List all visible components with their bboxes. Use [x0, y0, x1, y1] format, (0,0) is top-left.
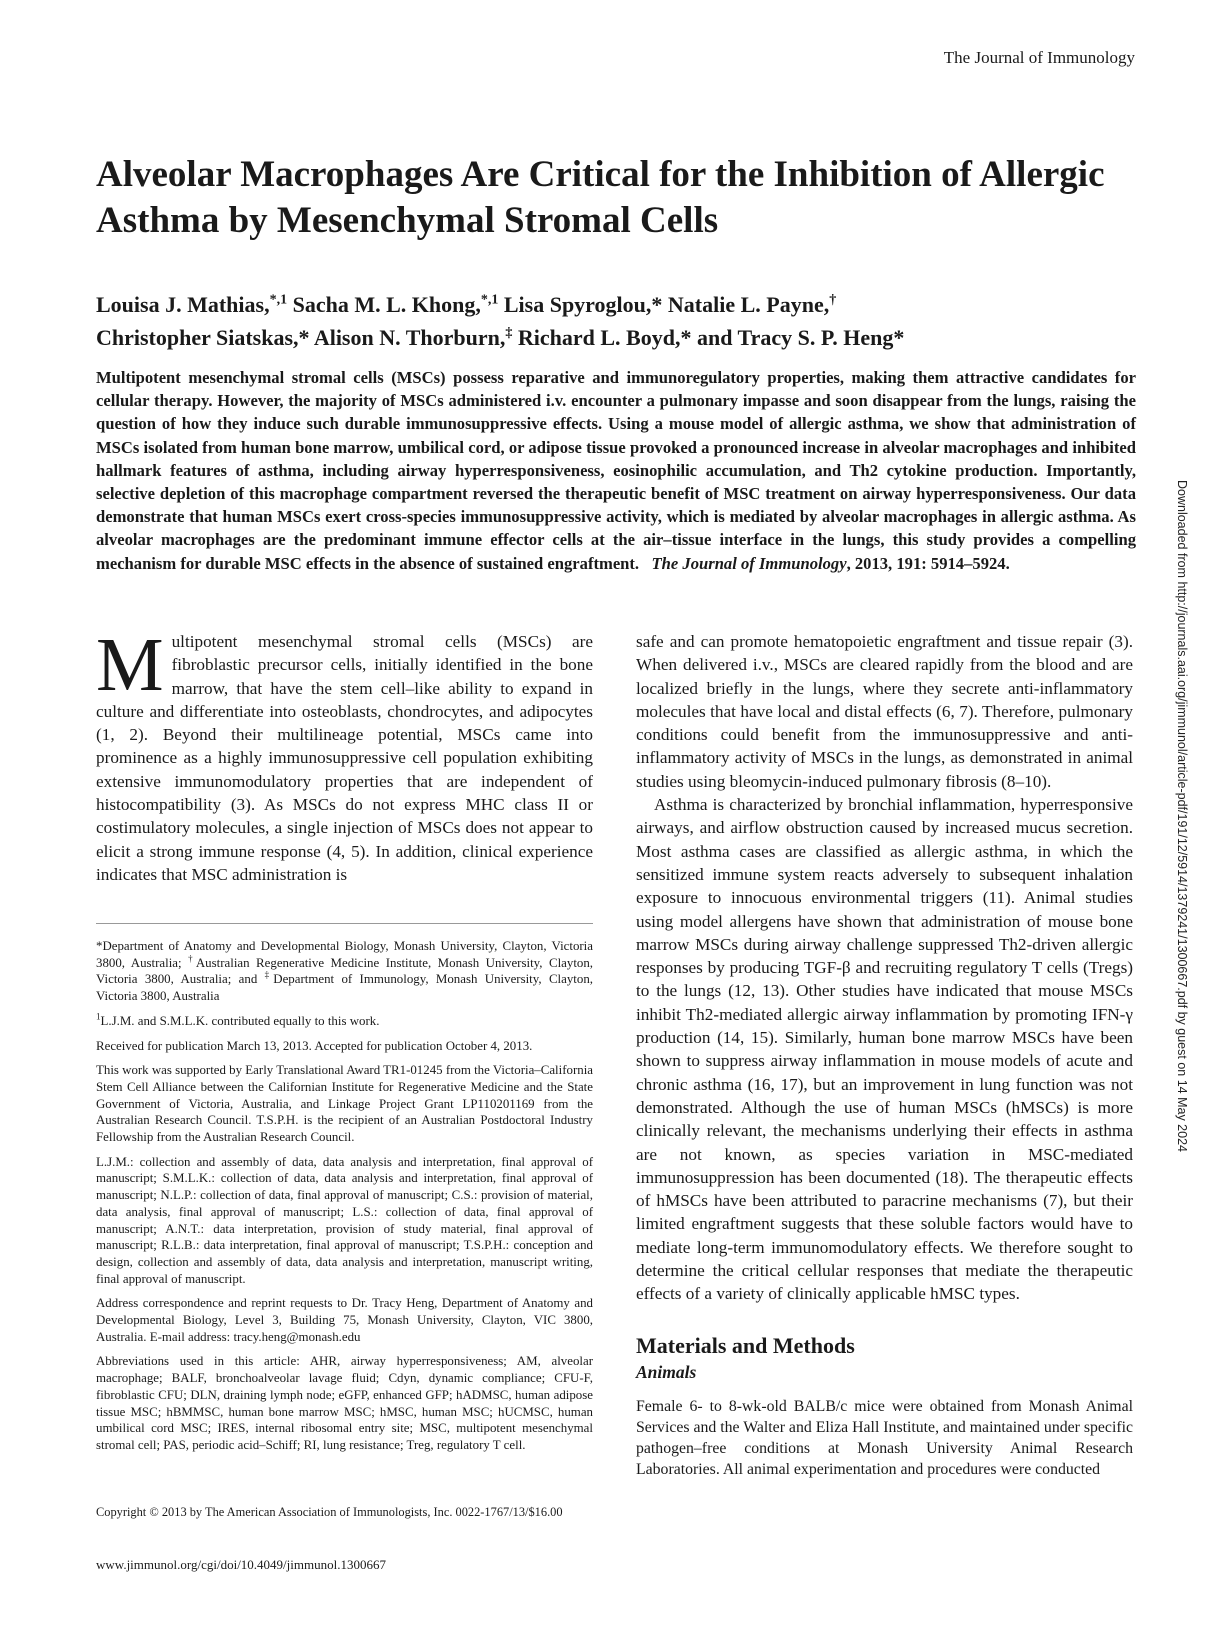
article-title: Alveolar Macrophages Are Critical for the Inhibition of Allergic Asthma by Mesenchymal Stromal Cells — [96, 154, 1105, 241]
journal-header: The Journal of Immunology — [943, 48, 1135, 67]
footnotes — [96, 938, 593, 1462]
intro-paragraph — [96, 623, 593, 886]
subsection-heading: Animals — [636, 1361, 697, 1382]
author-name: Christopher Siatskas,* — [96, 325, 310, 350]
footnote-divider — [96, 923, 593, 924]
body-column-right — [636, 630, 1133, 1480]
footnote-funding: This work was supported by Early Translational Award TR1-01245 from the Victoria–California Stem Cell Alliance between the Californian Institute for Regenerative Medicine and the State Government of Victoria, Australia, and Linkage Project Grant LP110201169 from the Australian Research Council. T.S.P.H. is the recipient of an Australian Postdoctoral Industry Fellowship from the Australian Research Council. — [96, 1063, 593, 1145]
author-name: Alison N. Thorburn, — [309, 325, 506, 350]
author-mark: ‡ — [505, 325, 513, 341]
section-heading: Materials and Methods — [636, 1332, 855, 1358]
author-name: Lisa Spyroglou,* — [498, 292, 663, 317]
doi-link[interactable]: www.jimmunol.org/cgi/doi/10.4049/jimmunol.1300667 — [96, 1557, 386, 1572]
author-name: Richard L. Boyd,* and Tracy S. P. Heng* — [512, 325, 905, 350]
abstract-citation-details: , 2013, 191: 5914–5924. — [846, 553, 1010, 573]
footnote-author-contributions: L.J.M.: collection and assembly of data, data analysis and interpretation, final approval of manuscript; S.M.L.K.: collection of data, data analysis and interpretation, final approval of manuscript; N.L.P.: collection of data, final approval of manuscript; C.S.: provision of material, data analysis, final approval of manuscript; L.S.: collection of data, final approval of manuscript; A.N.T.: data interpretation, provision of study material, final approval of manuscript; R.L.B.: data interpretation, final approval of manuscript; T.S.P.H.: conception and design, collection and assembly of data, data analysis and interpretation, manuscript writing, final approval of manuscript. — [96, 1154, 593, 1286]
affiliation-mark: ‡ — [264, 970, 274, 981]
download-watermark: Downloaded from http://journals.aai.org/jimmunol/article-pdf/191/12/5914/1379241/1300667.pdf by guest on 14 May 2024 — [1175, 480, 1189, 1152]
body-paragraph: Asthma is characterized by bronchial inflammation, hyperresponsive airways, and airflow obstruction caused by increased mucus secretion. Most asthma cases are classified as allergic asthma, in which the sensitized immune system reacts adversely to subsequent inhalation exposure to innocuous environmental triggers (11). Animal studies using model allergens have shown that administration of mouse bone marrow MSCs during airway challenge suppressed Th2-driven allergic responses by producing TGF-β and recruiting regulatory T cells (Tregs) to the lungs (12, 13). Other studies have indicated that mouse MSCs inhibit Th2-mediated allergic airway inflammation by promoting IFN-γ production (14, 15). Similarly, human bone marrow MSCs have been shown to suppress airway inflammation in mouse models of acute and chronic asthma (16, 17), but an improvement in lung function was not demonstrated. Although the use of human MSCs (hMSCs) is more clinically relevant, the mechanisms underlying their effects in asthma are not known, as species variation in MSC-mediated immunosuppression has been documented (18). The therapeutic effects of hMSCs have been attributed to paracrine mechanisms (7), but their limited engraftment suggests that these soluble factors would have to mediate long-term immunomodulatory effects. We therefore sought to determine the critical cellular responses that mediate the therapeutic effects of a variety of clinically applicable hMSC types. — [636, 795, 1133, 1304]
body-column-left — [96, 623, 593, 886]
abstract — [96, 366, 1136, 575]
intro-text: ultipotent mesenchymal stromal cells (MSCs) are fibroblastic precursor cells, initially identified in the bone marrow, that have the stem cell–like ability to expand in culture and differentiate into osteoblasts, chondrocytes, and adipocytes (1, 2). Beyond their multilineage potential, MSCs came into prominence as a highly immunosuppressive cell population exhibiting extensive immunomodulatory properties that are independent of histocompatibility (3). As MSCs do not express MHC class II or costimulatory molecules, a single injection of MSCs does not appear to elicit a strong immune response (4, 5). In addition, clinical experience indicates that MSC administration is — [96, 632, 593, 884]
author-mark: † — [829, 292, 837, 308]
affiliation-mark: † — [188, 953, 196, 964]
author-mark: *,1 — [269, 292, 288, 308]
footnote-address: Address correspondence and reprint requests to Dr. Tracy Heng, Department of Anatomy and Developmental Biology, Level 3, Building 75, Monash University, Clayton, VIC 3800, Australia. E-mail address: tracy.heng@monash.edu — [96, 1296, 593, 1344]
abstract-citation-journal: The Journal of Immunology — [651, 553, 847, 573]
methods-paragraph: Female 6- to 8-wk-old BALB/c mice were obtained from Monash Animal Services and the Walter and Eliza Hall Institute, and maintained under specific pathogen–free conditions at Monash University Animal Research Laboratories. All animal experimentation and procedures were conducted — [636, 1397, 1133, 1478]
author-line-1 — [96, 288, 1126, 321]
body-paragraph: safe and can promote hematopoietic engraftment and tissue repair (3). When delivered i.v., MSCs are cleared rapidly from the blood and are localized briefly in the lungs, where they secrete anti-inflammatory molecules that have local and distal effects (6, 7). Therefore, pulmonary conditions could benefit from the immunosuppressive and anti-inflammatory activity of MSCs in the lungs, as demonstrated in animal studies using bleomycin-induced pulmonary fibrosis (8–10). — [636, 632, 1133, 791]
contribution-mark: 1 — [96, 1011, 101, 1022]
author-name: Natalie L. Payne, — [662, 292, 830, 317]
abstract-text: Multipotent mesenchymal stromal cells (MSCs) possess reparative and immunoregulatory properties, making them attractive candidates for cellular therapy. However, the majority of MSCs administered i.v. encounter a pulmonary impasse and soon disappear from the lungs, raising the question of how they induce such durable immunosuppressive effects. Using a mouse model of allergic asthma, we show that administration of MSCs isolated from human bone marrow, umbilical cord, or adipose tissue provoked a pronounced increase in alveolar macrophages and inhibited hallmark features of asthma, including airway hyperresponsiveness, eosinophilic accumulation, and Th2 cytokine production. Importantly, selective depletion of this macrophage compartment reversed the therapeutic benefit of MSC treatment on airway hyperresponsiveness. Our data demonstrate that human MSCs exert cross-species immunosuppressive activity, which is mediated by alveolar macrophages in allergic asthma. As alveolar macrophages are the predominant immune effector cells at the air–tissue interface in the lungs, this study provides a compelling mechanism for durable MSC effects in the absence of sustained engraftment. — [96, 368, 1136, 573]
drop-cap: M — [96, 623, 164, 707]
footnote-affiliations — [96, 938, 593, 1005]
author-name: Louisa J. Mathias, — [96, 292, 270, 317]
copyright-line: Copyright © 2013 by The American Association of Immunologists, Inc. 0022-1767/13/$16.00 — [96, 1505, 563, 1519]
affiliation-b: Australian Regenerative Medicine Institute, Monash University, Clayton, Victoria 3800, Australia; and — [96, 955, 594, 987]
author-mark: *,1 — [480, 292, 499, 308]
footnote-contribution — [96, 1013, 593, 1030]
contribution-text: L.J.M. and S.M.L.K. contributed equally to this work. — [100, 1013, 380, 1028]
author-name: Sacha M. L. Khong, — [287, 292, 481, 317]
footnote-received: Received for publication March 13, 2013. Accepted for publication October 4, 2013. — [96, 1038, 533, 1053]
author-list — [96, 288, 1126, 354]
author-line-2 — [96, 321, 1126, 354]
affiliation-a: *Department of Anatomy and Developmental Biology, Monash University, Clayton, Victoria 3800, Australia; — [96, 939, 593, 970]
footnote-abbreviations: Abbreviations used in this article: AHR, airway hyperresponsiveness; AM, alveolar macrophage; BALF, bronchoalveolar lavage fluid; Cdyn, dynamic compliance; CFU-F, fibroblastic CFU; DLN, draining lymph node; eGFP, enhanced GFP; hADMSC, human adipose tissue MSC; hBMMSC, human bone marrow MSC; hMSC, human MSC; hUCMSC, human umbilical cord MSC; IRES, internal ribosomal entry site; MSC, multipotent mesenchymal stromal cell; PAS, periodic acid–Schiff; RI, lung resistance; Treg, regulatory T cell. — [96, 1354, 593, 1452]
affiliation-c: Department of Immunology, Monash University, Clayton, Victoria 3800, Australia — [96, 972, 593, 1004]
